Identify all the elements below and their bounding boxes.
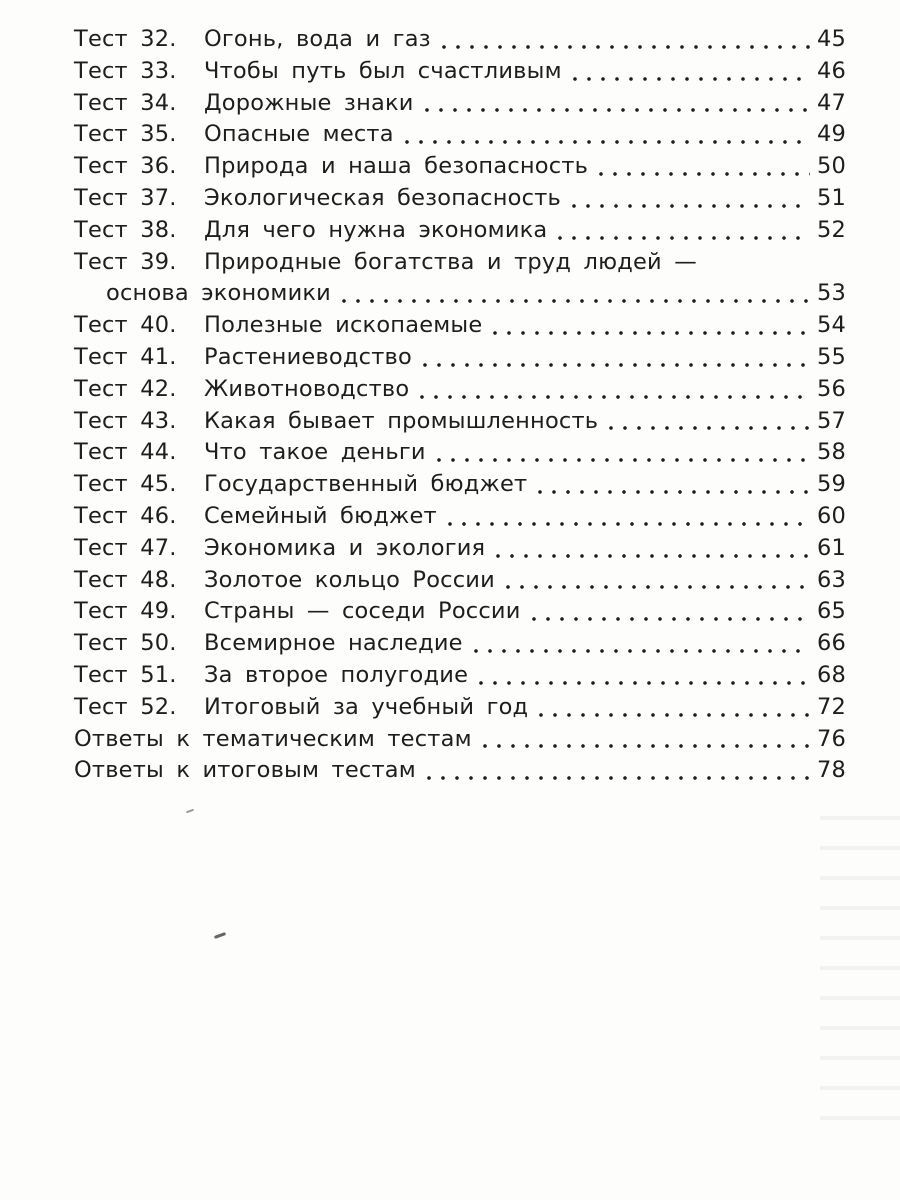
toc-entry-page: 54 [816,312,846,339]
toc-entry-number: Тест 34. [74,89,177,116]
toc-entry [74,755,846,787]
dot-leader [443,522,810,526]
dot-leader [568,77,810,81]
toc-entry-number: Тест 51. [74,661,177,688]
toc-entry-title: Животноводство [204,375,410,402]
toc-entry-title: основа экономики [106,280,332,307]
toc-entry [74,596,846,628]
toc-entry-title: Семейный бюджет [204,502,437,529]
toc-entry [74,469,846,501]
dot-leader [400,140,810,144]
toc-entry [74,151,846,183]
dot-leader [418,363,810,367]
toc-entry-number: Тест 43. [74,407,177,434]
toc-entry-title: Ответы к тематическим тестам [74,725,472,752]
dot-leader [478,744,810,748]
toc-entry-label [74,247,697,279]
toc-entry-page: 65 [816,598,846,625]
toc-entry-page: 50 [816,153,846,180]
dot-leader [501,585,810,589]
dot-leader [594,172,810,176]
dot-leader [491,554,810,558]
toc-entry-title: Итоговый за учебный год [204,693,529,720]
toc-entry-label [74,469,527,501]
toc-entry-number: Тест 38. [74,216,177,243]
toc-entry-number: Тест 52. [74,693,177,720]
toc-entry-number: Тест 49. [74,598,177,625]
paper-speck [214,932,226,939]
toc-entry-label [74,119,394,151]
toc-entry-number: Тест 45. [74,471,177,498]
toc-entry-title: Дорожные знаки [204,89,414,116]
toc-entry-page: 68 [816,661,846,688]
dot-leader [604,426,810,430]
toc-entry-page: 52 [816,216,846,243]
toc-entry [74,692,846,724]
toc-entry-title: Растениеводство [204,343,412,370]
toc-entry-page: 53 [816,280,846,307]
toc-entry [74,310,846,342]
toc-entry-number: Тест 40. [74,312,177,339]
toc-entry-label [74,596,521,628]
dot-leader [488,331,810,335]
dot-leader [420,108,810,112]
toc-entry-title: Полезные ископаемые [204,312,483,339]
toc-entry-title: Природные богатства и труд людей — [204,248,697,275]
toc-entry-title: Природа и наша безопасность [204,153,589,180]
toc-entry [74,342,846,374]
toc-entry [74,56,846,88]
paper-speck [186,809,194,814]
toc-entry [74,437,846,469]
toc-entry-label [74,183,561,215]
toc-entry-title: Государственный бюджет [204,471,528,498]
toc-entry-number: Тест 50. [74,630,177,657]
toc-entry [74,88,846,120]
toc-entry-number: Тест 44. [74,439,177,466]
toc-entry-label [74,660,468,692]
toc-entry-page: 51 [816,184,846,211]
toc-entry-number: Тест 46. [74,502,177,529]
toc-entry-label [74,692,528,724]
toc-entry-number: Тест 32. [74,26,177,52]
toc-entry-number: Тест 36. [74,153,177,180]
dot-leader [553,236,810,240]
toc-entry-label [74,755,416,787]
toc-entry-title: Золотое кольцо России [204,566,495,593]
toc-entry-label [74,24,431,56]
toc-entry-number: Тест 41. [74,343,177,370]
toc-entry-label [74,628,463,660]
toc-entry-title: Какая бывает промышленность [204,407,599,434]
toc-entry-label [74,565,495,597]
toc-entry [74,119,846,151]
dot-leader [567,204,810,208]
toc-entry [74,501,846,533]
toc-entry-label [106,278,331,310]
dot-leader [534,713,810,717]
toc-entry-page: 61 [816,534,846,561]
toc-entry-label [74,437,426,469]
toc-entry-title: Огонь, вода и газ [204,26,431,52]
toc-entry-page: 57 [816,407,846,434]
toc-entry-title: Экономика и экология [204,534,486,561]
toc-entry-page: 47 [816,89,846,116]
toc-entry [74,374,846,406]
toc-entry-title: Ответы к итоговым тестам [74,757,416,784]
toc-entry-page: 78 [816,757,846,784]
toc-entry-label [74,406,598,438]
toc-entry-number: Тест 42. [74,375,177,402]
toc-entry-number: Тест 48. [74,566,177,593]
toc-entry-label [74,501,437,533]
toc-entry-label [74,533,485,565]
toc-entry-number: Тест 39. [74,248,177,275]
toc-entry-number: Тест 37. [74,184,177,211]
toc-entry-page: 63 [816,566,846,593]
toc-entry-label [74,342,412,374]
toc-entry-page: 55 [816,343,846,370]
toc-entry [74,247,846,279]
toc-entry [74,660,846,692]
toc-entry-title: Экологическая безопасность [204,184,561,211]
toc-entry-page: 58 [816,439,846,466]
dot-leader [432,458,810,462]
toc-entry-label [74,724,472,756]
toc-entry-title: Чтобы путь был счастливым [204,57,562,84]
toc-entry [74,278,846,310]
bleed-through-text [820,790,900,1130]
toc-entry-label [74,374,409,406]
table-of-contents [74,24,846,787]
toc-entry-label [74,215,547,247]
toc-entry [74,724,846,756]
toc-entry-number: Тест 47. [74,534,177,561]
toc-entry-title: Что такое деньги [204,439,426,466]
toc-entry [74,565,846,597]
dot-leader [474,681,810,685]
dot-leader [527,617,810,621]
toc-entry [74,628,846,660]
toc-entry-title: Опасные места [204,121,394,148]
toc-entry-page: 56 [816,375,846,402]
toc-entry-label [74,56,562,88]
toc-entry-title: Для чего нужна экономика [204,216,548,243]
toc-entry-page: 49 [816,121,846,148]
toc-entry-page: 59 [816,471,846,498]
toc-entry-number: Тест 35. [74,121,177,148]
toc-entry-page: 45 [816,26,846,52]
toc-entry [74,215,846,247]
toc-entry-title: За второе полугодие [204,661,469,688]
toc-entry-page: 66 [816,630,846,657]
toc-entry-label [74,151,588,183]
toc-entry-title: Всемирное наследие [204,630,463,657]
toc-entry [74,406,846,438]
toc-entry [74,533,846,565]
dot-leader [422,776,810,780]
toc-entry-label [74,88,414,120]
toc-entry-page: 46 [816,57,846,84]
toc-entry-label [74,310,482,342]
toc-entry [74,183,846,215]
toc-entry-title: Страны — соседи России [204,598,521,625]
toc-entry-page: 76 [816,725,846,752]
toc-entry-page: 72 [816,693,846,720]
dot-leader [469,649,810,653]
dot-leader [533,490,810,494]
toc-entry [74,24,846,56]
toc-entry-page: 60 [816,502,846,529]
dot-leader [337,299,810,303]
dot-leader [415,395,810,399]
toc-entry-number: Тест 33. [74,57,177,84]
dot-leader [437,45,810,49]
